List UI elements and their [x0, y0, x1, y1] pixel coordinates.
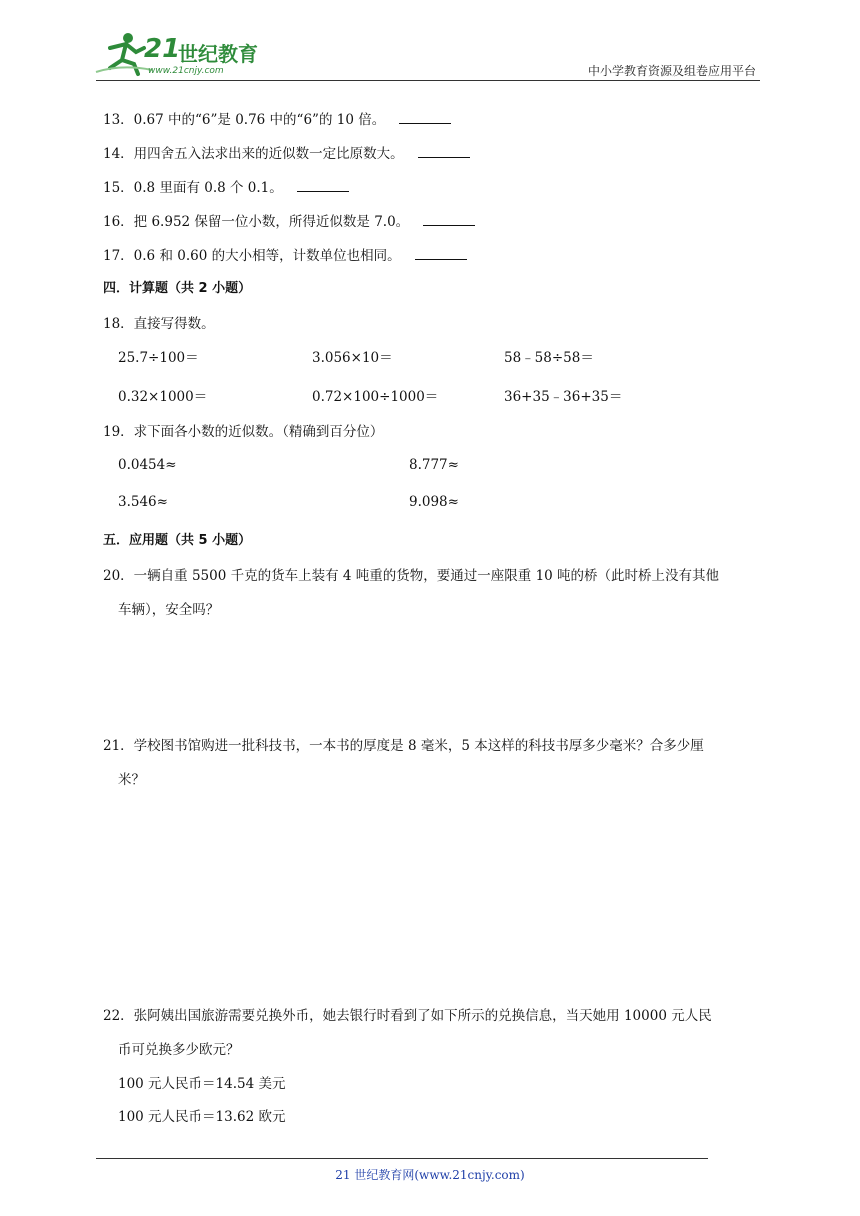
approx-item: 8.777≈ [409, 457, 459, 473]
question-13 [103, 108, 451, 128]
approx-item: 9.098≈ [409, 494, 459, 510]
answer-blank[interactable] [418, 145, 470, 158]
question-22-line1: 22．张阿姨出国旅游需要兑换外币，她去银行时看到了如下所示的兑换信息，当天她用 10000 元人民 [103, 1008, 712, 1024]
question-20-line1: 20．一辆自重 5500 千克的货车上装有 4 吨重的货物，要通过一座限重 10 吨的桥（此时桥上没有其他 [103, 568, 720, 584]
calc-item: 3.056×10＝ [312, 350, 393, 366]
answer-blank[interactable] [297, 179, 349, 192]
question-15-text: 15．0.8 里面有 0.8 个 0.1。 [103, 180, 283, 196]
question-14 [103, 142, 470, 162]
question-14-text: 14．用四舍五入法求出来的近似数一定比原数大。 [103, 146, 404, 162]
calc-item: 36+35﹣36+35＝ [504, 389, 623, 405]
brand-text: 世纪教育 [178, 42, 258, 66]
brand-number: 21 [144, 34, 181, 64]
approx-item: 3.546≈ [118, 494, 168, 510]
section-heading-application: 五．应用题（共 5 小题） [103, 533, 252, 548]
header-divider [96, 80, 760, 81]
footer-divider [96, 1158, 708, 1159]
calc-item: 0.72×100÷1000＝ [312, 389, 439, 405]
answer-blank[interactable] [415, 247, 467, 260]
question-19-text: 19．求下面各小数的近似数。（精确到百分位） [103, 424, 384, 440]
question-15 [103, 176, 349, 196]
approx-item: 0.0454≈ [118, 457, 177, 473]
brand-url: www.21cnjy.com [148, 66, 224, 76]
question-21-line1: 21．学校图书馆购进一批科技书，一本书的厚度是 8 毫米，5 本这样的科技书厚多少毫米？合多少厘 [103, 738, 704, 754]
calc-item: 25.7÷100＝ [118, 350, 199, 366]
question-18-text: 18．直接写得数。 [103, 316, 215, 332]
question-22-line2: 币可兑换多少欧元？ [118, 1042, 240, 1058]
question-13-text: 13．0.67 中的“6”是 0.76 中的“6”的 10 倍。 [103, 112, 386, 128]
question-16-text: 16．把 6.952 保留一位小数，所得近似数是 7.0。 [103, 214, 410, 230]
question-17 [103, 244, 467, 264]
calc-item: 0.32×1000＝ [118, 389, 208, 405]
exchange-rate-eur: 100 元人民币＝13.62 欧元 [118, 1109, 286, 1125]
exchange-rate-usd: 100 元人民币＝14.54 美元 [118, 1076, 286, 1092]
calc-item: 58﹣58÷58＝ [504, 350, 594, 366]
section-heading-calculation: 四．计算题（共 2 小题） [103, 281, 252, 296]
header-platform-text: 中小学教育资源及组卷应用平台 [587, 64, 756, 78]
brand-logo [92, 30, 262, 80]
question-20-line2: 车辆），安全吗？ [118, 602, 220, 618]
question-21-line2: 米？ [118, 772, 145, 788]
question-17-text: 17．0.6 和 0.60 的大小相等，计数单位也相同。 [103, 248, 401, 264]
footer-link[interactable]: 21 世纪教育网(www.21cnjy.com) [335, 1168, 525, 1182]
answer-blank[interactable] [423, 213, 475, 226]
question-16 [103, 210, 475, 230]
answer-blank[interactable] [399, 111, 451, 124]
